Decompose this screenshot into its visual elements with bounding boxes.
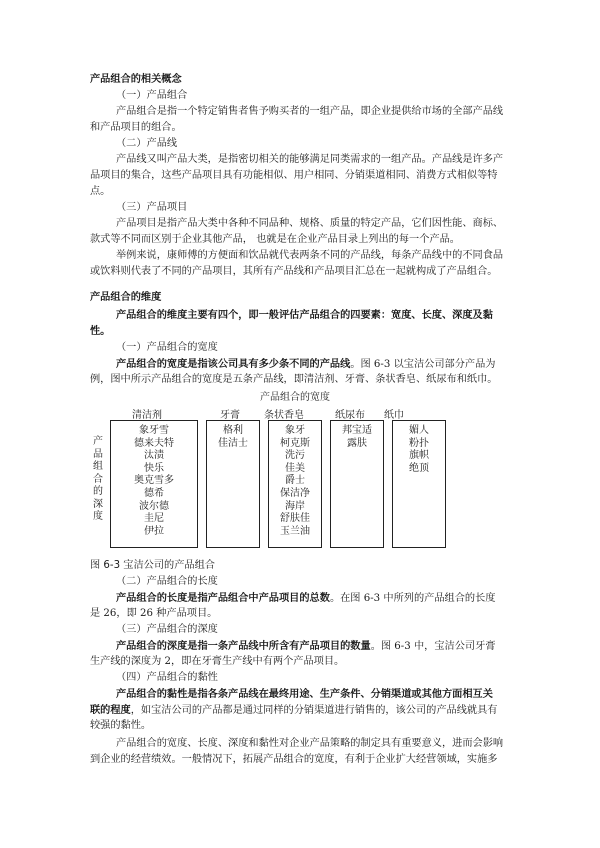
paragraph-line: 产品线又叫产品大类，是指密切相关的能够满足同类需求的一组产品。产品线是许多产: [116, 154, 504, 165]
paragraph-line: 产品组合是指一个特定销售者售予购买者的一组产品，即企业提供给市场的全部产品线: [116, 106, 504, 117]
product-item: 伊拉: [144, 525, 164, 537]
product-item: 快乐: [144, 462, 164, 474]
product-item: 象牙: [285, 425, 305, 436]
paragraph-line: [116, 356, 495, 373]
product-mix-diagram: [88, 384, 538, 554]
paragraph-line: 或饮料则代表了不同的产品项目，其所有产品线和产品项目汇总在一起就构成了产品组合。: [90, 266, 498, 277]
product-item: 柯克斯: [280, 437, 310, 449]
paragraph-line: [116, 638, 495, 655]
length-definition: 产品组合的长度是指产品组合中产品项目的总数: [116, 592, 330, 604]
product-item: 爵士: [285, 475, 305, 487]
paragraph-line-bold: 产品组合的维度主要有四个，即一般评估产品组合的四要素：宽度、长度、深度及黏: [116, 309, 493, 321]
product-item: 舒肤佳: [280, 513, 310, 525]
product-item: 海岸: [285, 500, 305, 512]
width-definition: 产品组合的宽度是指该公司具有多少条不同的产品线: [116, 358, 351, 370]
width-rest: 。图 6-3 以宝洁公司部分产品为: [350, 359, 496, 370]
paragraph-line: 点。: [90, 186, 111, 197]
stickiness-rest: ，如宝洁公司的产品都是通过同样的分销渠道进行销售的，该公司的产品线就具有: [130, 705, 498, 716]
section-title-dimensions: 产品组合的维度: [90, 292, 162, 303]
product-item: 象牙雪: [139, 425, 169, 436]
figure-caption: 图 6-3 宝洁公司的产品组合: [90, 560, 215, 571]
line-box-soap: [268, 420, 322, 548]
paragraph-line: 产品项目是指产品大类中各种不同品种、规格、质量的特定产品，它们因性能、商标、: [116, 218, 504, 229]
product-item: 德来夫特: [134, 437, 174, 449]
subheading-length: （二）产品组合的长度: [116, 576, 218, 587]
paragraph-line: 品项目的集合，这些产品项目具有功能相似、用户相同、分销渠道相同、消费方式相似等特: [90, 170, 498, 181]
paragraph-line-bold: 性。: [90, 325, 111, 337]
product-item: 汰渍: [144, 450, 164, 462]
length-rest: 。在图 6-3 中所列的产品组合的长度: [329, 593, 496, 604]
product-item: 奥克雪多: [134, 475, 174, 487]
section-title-concepts: 产品组合的相关概念: [90, 74, 182, 85]
line-name-toothpaste: 牙膏: [220, 410, 240, 421]
product-item: 媚人: [409, 425, 429, 436]
paragraph-line: 产品组合的宽度、长度、深度和黏性对企业产品策略的制定具有重要意义，进而会影响: [116, 738, 504, 749]
line-box-toothpaste: [206, 420, 260, 548]
subheading-product-line: （二）产品线: [116, 138, 178, 149]
product-item: 粉扑: [409, 437, 429, 449]
paragraph-line: 例，图中所示产品组合的宽度是五条产品线，即清洁剂、牙膏、条状香皂、纸尿布和纸巾。: [90, 374, 498, 385]
product-item: 圭尼: [144, 513, 164, 525]
paragraph-line: 举例来说，康师傅的方便面和饮品就代表两条不同的产品线，每条产品线中的不同食品: [116, 250, 504, 261]
paragraph-line: 是 26，即 26 种产品项目。: [90, 608, 218, 619]
subheading-depth: （三）产品组合的深度: [116, 624, 218, 635]
product-item: 露肤: [347, 437, 367, 449]
paragraph-line: 和产品项目的组合。: [90, 122, 182, 133]
product-item: 洗污: [285, 450, 305, 462]
product-item: 旗帜: [409, 450, 429, 462]
paragraph-line: [90, 702, 498, 719]
line-name-soap: 条状香皂: [264, 410, 304, 421]
line-box-detergent: [110, 420, 198, 548]
product-item: 佳洁士: [218, 437, 248, 449]
paragraph-line: 生产线的深度为 2，即在牙膏生产线中有两个产品项目。: [90, 656, 345, 667]
stickiness-definition-end: 联的程度: [90, 704, 131, 716]
depth-definition: 产品组合的深度是指一条产品线中所含有产品项目的数量: [116, 640, 371, 652]
product-item: 德希: [144, 487, 164, 499]
product-item: 保洁净: [280, 487, 310, 499]
diagram-width-label: 产品组合的宽度: [260, 392, 330, 403]
line-box-tissue: [392, 420, 446, 548]
subheading-product-mix: （一）产品组合: [116, 90, 188, 101]
line-name-tissue: 纸巾: [384, 410, 404, 421]
paragraph-line: 款式等不同而区别于企业其他产品， 也就是在企业产品目录上列出的每一个产品。: [90, 234, 460, 245]
subheading-stickiness: （四）产品组合的黏性: [116, 672, 218, 683]
paragraph-line: 到企业的经营绩效。一般情况下，拓展产品组合的宽度，有利于企业扩大经营领域，实施多: [90, 754, 498, 765]
product-item: 绝顶: [409, 462, 429, 474]
line-box-diapers: [330, 420, 384, 548]
paragraph-line: [116, 590, 495, 607]
depth-rest: 。图 6-3 中，宝洁公司牙膏: [370, 641, 496, 652]
line-name-detergent: 清洁剂: [132, 410, 162, 421]
product-item: 佳美: [285, 462, 305, 474]
diagram-depth-label: 产品组合的深度: [93, 436, 103, 522]
product-item: 格利: [223, 425, 243, 436]
product-item: 玉兰油: [280, 525, 310, 537]
paragraph-line: 较强的黏性。: [90, 720, 152, 731]
subheading-width: （一）产品组合的宽度: [116, 342, 218, 353]
product-item: 邦宝适: [342, 425, 372, 436]
stickiness-definition: 产品组合的黏性是指各条产品线在最终用途、生产条件、分销渠道或其他方面相互关: [116, 688, 493, 700]
product-item: 波尔德: [139, 500, 169, 512]
subheading-product-item: （三）产品项目: [116, 202, 188, 213]
line-name-diapers: 纸尿布: [335, 410, 365, 421]
